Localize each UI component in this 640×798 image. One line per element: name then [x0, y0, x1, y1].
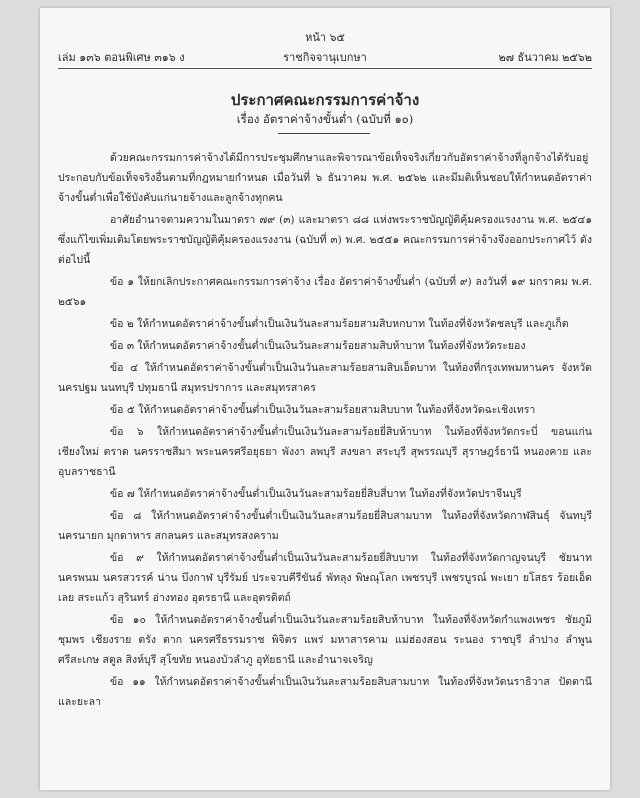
document-page	[40, 8, 610, 790]
page-number: หน้า ๖๕	[305, 31, 345, 44]
header-divider	[58, 68, 592, 69]
clause: ข้อ ๘ ให้กำหนดอัตราค่าจ้างขั้นต่ำเป็นเงินวันละสามร้อยยี่สิบสามบาท ในท้องที่จังหวัดกาฬสินธุ์ จันทบุรี นครนายก มุกดาหาร สกลนคร และสมุทรสงคราม	[58, 510, 592, 542]
document-subject: เรื่อง อัตราค่าจ้างขั้นต่ำ (ฉบับที่ ๑๐)	[236, 112, 414, 126]
clause: ข้อ ๗ ให้กำหนดอัตราค่าจ้างขั้นต่ำเป็นเงินวันละสามร้อยยี่สิบสี่บาท ในท้องที่จังหวัดปราจีนบุรี	[110, 488, 522, 500]
header-row	[58, 48, 592, 66]
clause: ข้อ ๑๐ ให้กำหนดอัตราค่าจ้างขั้นต่ำเป็นเงินวันละสามร้อยสิบห้าบาท ในท้องที่จังหวัดกำแพงเพชร ชัยภูมิ ชุมพร เชียงราย ตรัง ตาก นครศรีธรรมราช พิจิตร แพร่ มหาสารคาม แม่ฮ่องสอน ระนอง ราชบุรี ลำปาง ลำพูน ศรีสะเกษ สตูล สิงห์บุรี สุโขทัย หนองบัวลำภู อุทัยธานี และอำนาจเจริญ	[58, 614, 592, 666]
clause: ข้อ ๔ ให้กำหนดอัตราค่าจ้างขั้นต่ำเป็นเงินวันละสามร้อยสามสิบเอ็ดบาท ในท้องที่กรุงเทพมหานคร จังหวัดนครปฐม นนทบุรี ปทุมธานี สมุทรปราการ และสมุทรสาคร	[58, 362, 592, 394]
clause: ข้อ ๕ ให้กำหนดอัตราค่าจ้างขั้นต่ำเป็นเงินวันละสามร้อยสามสิบบาท ในท้องที่จังหวัดฉะเชิงเทรา	[110, 404, 536, 416]
document-title: ประกาศคณะกรรมการค่าจ้าง	[230, 91, 420, 109]
clause: ข้อ ๖ ให้กำหนดอัตราค่าจ้างขั้นต่ำเป็นเงินวันละสามร้อยยี่สิบห้าบาท ในท้องที่จังหวัดกระบี่ ขอนแก่น เชียงใหม่ ตราด นครราชสีมา พระนครศรีอยุธยา พังงา ลพบุรี สงขลา สระบุรี สุพรรณบุรี สุราษฎร์ธานี หนองคาย และอุบลราชธานี	[58, 426, 592, 478]
paragraph: ด้วยคณะกรรมการค่าจ้างได้มีการประชุมศึกษาและพิจารณาข้อเท็จจริงเกี่ยวกับอัตราค่าจ้างที่ลูกจ้างได้รับอยู่ ประกอบกับข้อเท็จจริงอื่นตามที่กฎหมายกำหนด เมื่อวันที่ ๖ ธันวาคม พ.ศ. ๒๕๖๒ และมีมติเห็นชอบให้กำหนดอัตราค่าจ้างขั้นต่ำเพื่อใช้บังคับแก่นายจ้างและลูกจ้างทุกคน	[58, 152, 592, 204]
clause: ข้อ ๙ ให้กำหนดอัตราค่าจ้างขั้นต่ำเป็นเงินวันละสามร้อยยี่สิบบาท ในท้องที่จังหวัดกาญจนบุรี ชัยนาท นครพนม นครสวรรค์ น่าน บึงกาฬ บุรีรัมย์ ประจวบคีรีขันธ์ พัทลุง พิษณุโลก เพชรบุรี เพชรบูรณ์ พะเยา ยโสธร ร้อยเอ็ด เลย สระแก้ว สุรินทร์ อ่างทอง อุดรธานี และอุตรดิตถ์	[58, 552, 592, 604]
paragraph: อาศัยอำนาจตามความในมาตรา ๗๙ (๓) และมาตรา ๘๘ แห่งพระราชบัญญัติคุ้มครองแรงงาน พ.ศ. ๒๕๔๑ ซึ่งแก้ไขเพิ่มเติมโดยพระราชบัญญัติคุ้มครองแรงงาน (ฉบับที่ ๓) พ.ศ. ๒๕๕๑ คณะกรรมการค่าจ้างจึงออกประกาศไว้ ดังต่อไปนี้	[58, 214, 592, 266]
title-divider	[278, 133, 370, 134]
clause: ข้อ ๑๑ ให้กำหนดอัตราค่าจ้างขั้นต่ำเป็นเงินวันละสามร้อยสิบสามบาท ในท้องที่จังหวัดนราธิวาส ปัตตานี และยะลา	[58, 676, 592, 708]
volume-info: เล่ม ๑๓๖ ตอนพิเศษ ๓๑๖ ง	[58, 51, 185, 64]
publish-date: ๒๗ ธันวาคม ๒๕๖๒	[498, 51, 592, 64]
gazette-name: ราชกิจจานุเบกษา	[283, 51, 367, 64]
clause: ข้อ ๓ ให้กำหนดอัตราค่าจ้างขั้นต่ำเป็นเงินวันละสามร้อยสามสิบห้าบาท ในท้องที่จังหวัดระยอง	[110, 340, 526, 352]
clause: ข้อ ๒ ให้กำหนดอัตราค่าจ้างขั้นต่ำเป็นเงินวันละสามร้อยสามสิบหกบาท ในท้องที่จังหวัดชลบุรี และภูเก็ต	[110, 318, 569, 330]
document-body	[58, 148, 592, 714]
clause: ข้อ ๑ ให้ยกเลิกประกาศคณะกรรมการค่าจ้าง เรื่อง อัตราค่าจ้างขั้นต่ำ (ฉบับที่ ๙) ลงวันที่ ๑๙ มกราคม พ.ศ. ๒๕๖๑	[58, 276, 592, 308]
gazette-header	[40, 28, 610, 70]
